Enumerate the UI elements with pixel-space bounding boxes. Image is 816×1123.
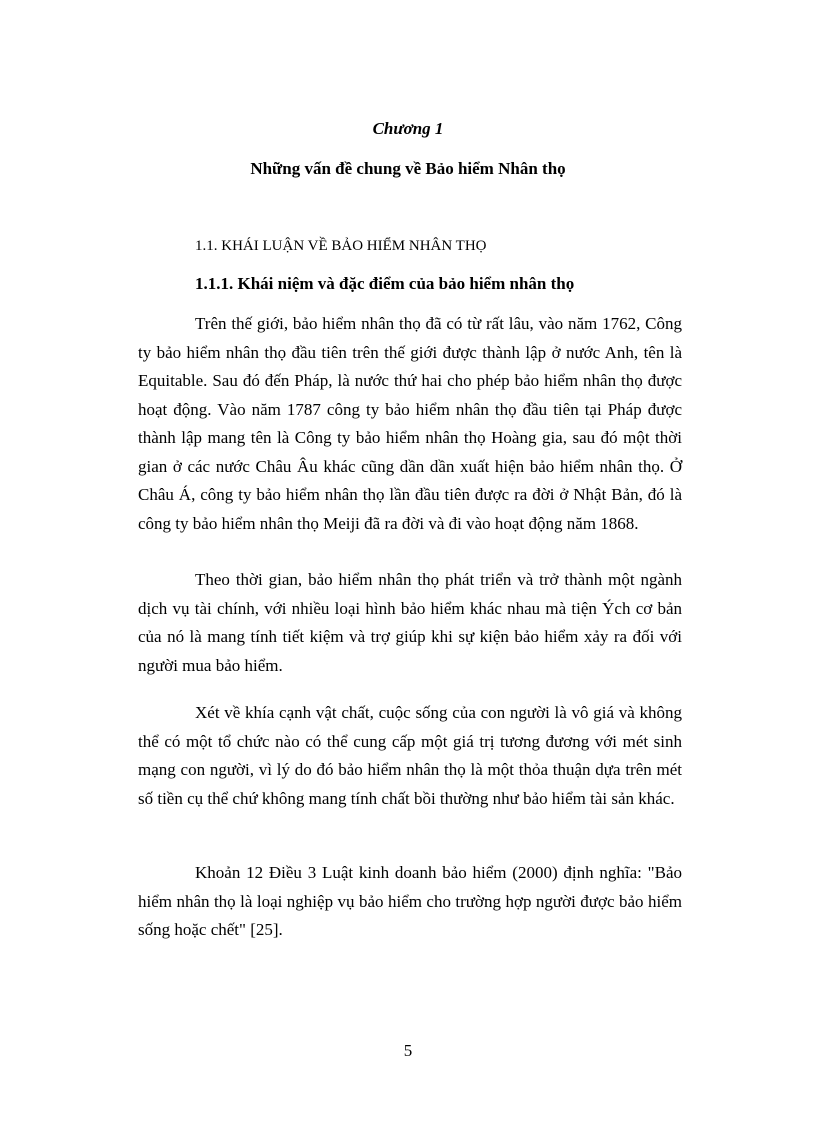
paragraph-4: Khoản 12 Điều 3 Luật kinh doanh bảo hiểm (2000) định nghĩa: "Bảo hiểm nhân thọ là loại nghiệp vụ bảo hiểm cho trường hợp người được bảo hiểm sống hoặc chết" [25]. [138,863,682,939]
paragraph-2: Theo thời gian, bảo hiểm nhân thọ phát triển và trở thành một ngành dịch vụ tài chính, với nhiều loại hình bảo hiểm khác nhau mà tiện Ých cơ bản của nó là mang tính tiết kiệm và trợ giúp khi sự kiện bảo hiểm xảy ra đối với người mua bảo hiểm. [138,570,682,675]
page-number: 5 [403,1041,413,1060]
subsection-heading: 1.1.1. Khái niệm và đặc điểm của bảo hiểm nhân thọ [195,274,575,293]
paragraph-3: Xét về khía cạnh vật chất, cuộc sống của con người là vô giá và không thể có một tổ chức nào có thể cung cấp một giá trị tương đương với mét sinh mạng con người, vì lý do đó bảo hiểm nhân thọ là một thỏa thuận dựa trên mét số tiền cụ thể chứ không mang tính chất bồi thường như bảo hiểm tài sản khác. [138,703,682,808]
section-heading: 1.1. KHÁI LUẬN VỀ BẢO HIỂM NHÂN THỌ [195,238,487,254]
paragraph-1: Trên thế giới, bảo hiểm nhân thọ đã có từ rất lâu, vào năm 1762, Công ty bảo hiểm nhân thọ đầu tiên trên thế giới được thành lập ở nước Anh, tên là Equitable. Sau đó đến Pháp, là nước thứ hai cho phép bảo hiểm nhân thọ được hoạt động. Vào năm 1787 công ty bảo hiểm nhân thọ đầu tiên tại Pháp được thành lập mang tên là Công ty bảo hiểm nhân thọ Hoàng gia, sau đó một thời gian ở các nước Châu Âu khác cũng dần dần xuất hiện bảo hiểm nhân thọ. Ở Châu Á, công ty bảo hiểm nhân thọ lần đầu tiên được ra đời ở Nhật Bản, đó là công ty bảo hiểm nhân thọ Meiji đã ra đời và đi vào hoạt động năm 1868. [138,314,682,533]
chapter-title: Những vấn đề chung về Bảo hiểm Nhân thọ [250,159,566,178]
chapter-label: Chương 1 [372,119,444,138]
